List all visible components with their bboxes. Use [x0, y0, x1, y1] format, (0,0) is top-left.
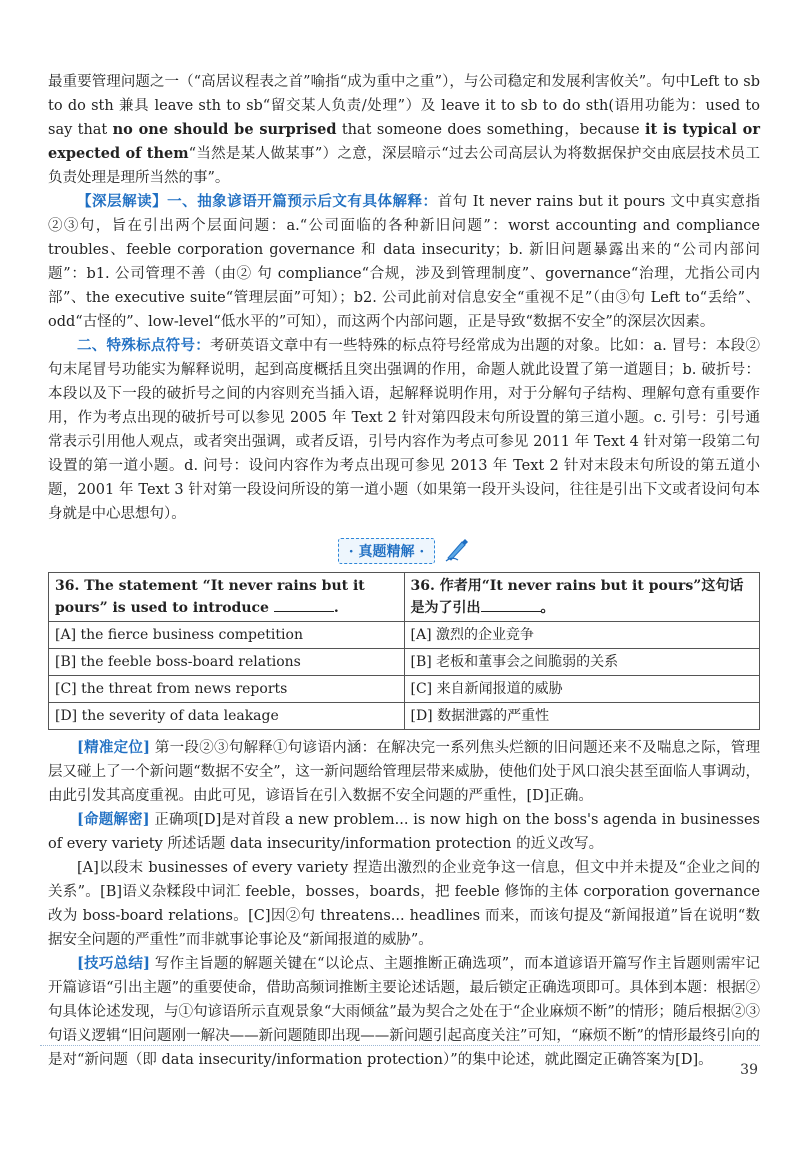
question-table	[48, 572, 760, 730]
option-c-cn: [C] 来自新闻报道的威胁	[404, 676, 760, 703]
option-b-en: [B] the feeble boss-board relations	[49, 649, 405, 676]
question-stem-cn: 36. 作者用“It never rains but it pours”这句话是为了引出 。	[404, 573, 760, 622]
option-d-cn: [D] 数据泄露的严重性	[404, 703, 760, 730]
intro-paragraph: 最重要管理问题之一（“高居议程表之首”喻指“成为重中之重”），与公司稳定和发展利害攸关”。句中Left to sb to do sth 兼具 leave sth to sb“留交某人负责/处理”）及 leave it to sb to do sth(语用功能为：used to say that no one should be surprised that someone does something，because it is typical or expected of them“当然是某人做某事”）之意，深层暗示“过去公司高层认为将数据保护交由底层技术员工负责处理是理所当然的事”。	[48, 74, 760, 186]
page-body	[48, 70, 760, 1072]
secret-paragraph: [命题解密] 正确项[D]是对首段 a new problem... is now high on the boss's agenda in businesses of every variety 所述话题 data insecurity/information protection 的近义改写。	[48, 811, 760, 852]
punctuation-label: 二、特殊标点符号：	[77, 337, 211, 354]
option-b-cn: [B] 老板和董事会之间脆弱的关系	[404, 649, 760, 676]
table-row	[49, 573, 760, 622]
option-d-en: [D] the severity of data leakage	[49, 703, 405, 730]
deep-reading-paragraph: 【深层解读】一、抽象谚语开篇预示后文有具体解释：首句 It never rains but it pours 文中真实意指②③句，旨在引出两个层面问题：a.“公司面临的各种新旧问题”：worst accounting and compliance troubles、feeble corporation governance 和 data insecurity；b. 新旧问题暴露出来的“公司内部问题”：b1. 公司管理不善（由② 句 compliance“合规，涉及到管理制度”、governance“治理，尤指公司内部”、the executive suite“管理层面”可知）；b2. 公司此前对信息安全“重视不足”（由③句 Left to“丢给”、odd“古怪的”、low-level“低水平的”可知），而这两个内部问题，正是导致“数据不安全”的深层次因素。	[48, 193, 761, 330]
page-number: 39	[740, 1062, 758, 1078]
locate-label: [精准定位]	[77, 739, 151, 756]
locate-paragraph: [精准定位] 第一段②③句解释①句谚语内涵：在解决完一系列焦头烂额的旧问题还来不及喘息之际，管理层又碰上了一个新问题“数据不安全”，这一新问题给管理层带来威胁，使他们处于风口浪尖甚至面临人事调动，由此引发其高度重视。由此可见，谚语旨在引入数据不安全问题的严重性，[D]正确。	[48, 739, 760, 804]
option-a-en: [A] the fierce business competition	[49, 622, 405, 649]
option-c-en: [C] the threat from news reports	[49, 676, 405, 703]
punctuation-paragraph: 二、特殊标点符号：考研英语文章中有一些特殊的标点符号经常成为出题的对象。比如：a. 冒号：本段②句末尾冒号功能实为解释说明，起到高度概括且突出强调的作用，命题人就此设置了第一道题目；b. 破折号：本段以及下一段的破折号之间的内容则充当插入语，起解释说明作用，对于分解句子结构、理解句意有重要作用，作为考点出现的破折号可以参见 2005 年 Text 2 针对第四段末句所设置的第三道小题。c. 引号：引号通常表示引用他人观点，或者突出强调，或者反语，引号内容作为考点可参见 2011 年 Text 4 针对第一段第二句设置的第一道小题。d. 问号：设问内容作为考点出现可参见 2013 年 Text 2 针对末段末句所设的第五道小题，2001 年 Text 3 针对第一段设问所设的第一道小题（如果第一段开头设问，往往是引出下文或者设问句本身就是中心思想句）。	[48, 337, 760, 522]
footer-divider	[40, 1045, 760, 1046]
wrong-options-paragraph: [A]以段末 businesses of every variety 捏造出激烈的企业竞争这一信息，但文中并未提及“企业之间的关系”。[B]语义杂糅段中词汇 feeble，bosses，boards，把 feeble 修饰的主体 corporation governance 改为 boss-board relations。[C]因②句 threatens... headlines 而来，而该句提及“新闻报道”旨在说明“数据安全问题的严重性”而非就事论事论及“新闻报道的威胁”。	[48, 860, 760, 948]
banner-label: · 真题精解 ·	[338, 538, 436, 564]
skill-label: [技巧总结]	[77, 955, 150, 972]
question-stem-en: 36. The statement “It never rains but it pours” is used to introduce .	[49, 573, 405, 622]
table-row	[49, 676, 760, 703]
section-banner	[48, 536, 760, 566]
secret-label: [命题解密]	[77, 811, 150, 828]
table-row	[49, 649, 760, 676]
table-row	[49, 703, 760, 730]
skill-paragraph: [技巧总结] 写作主旨题的解题关键在“以论点、主题推断正确选项”，而本道谚语开篇写作主旨题则需牢记开篇谚语“引出主题”的重要使命，借助高频词推断主要论述话题，最后锁定正确选项即可。具体到本题：根据②句具体论述发现，与①句谚语所示直观景象“大雨倾盆”最为契合之处在于“企业麻烦不断”的情形；随后根据②③句语义逻辑“旧问题刚一解决——新问题随即出现——新问题引起高度关注”可知，“麻烦不断”的情形最终引向的是对“新问题（即 data insecurity/information protection）”的集中论述，就此圈定正确答案为[D]。	[48, 955, 760, 1068]
pen-icon	[444, 536, 470, 566]
option-a-cn: [A] 激烈的企业竞争	[404, 622, 760, 649]
deep-reading-label: 【深层解读】一、抽象谚语开篇预示后文有具体解释：	[77, 193, 438, 210]
table-row	[49, 622, 760, 649]
